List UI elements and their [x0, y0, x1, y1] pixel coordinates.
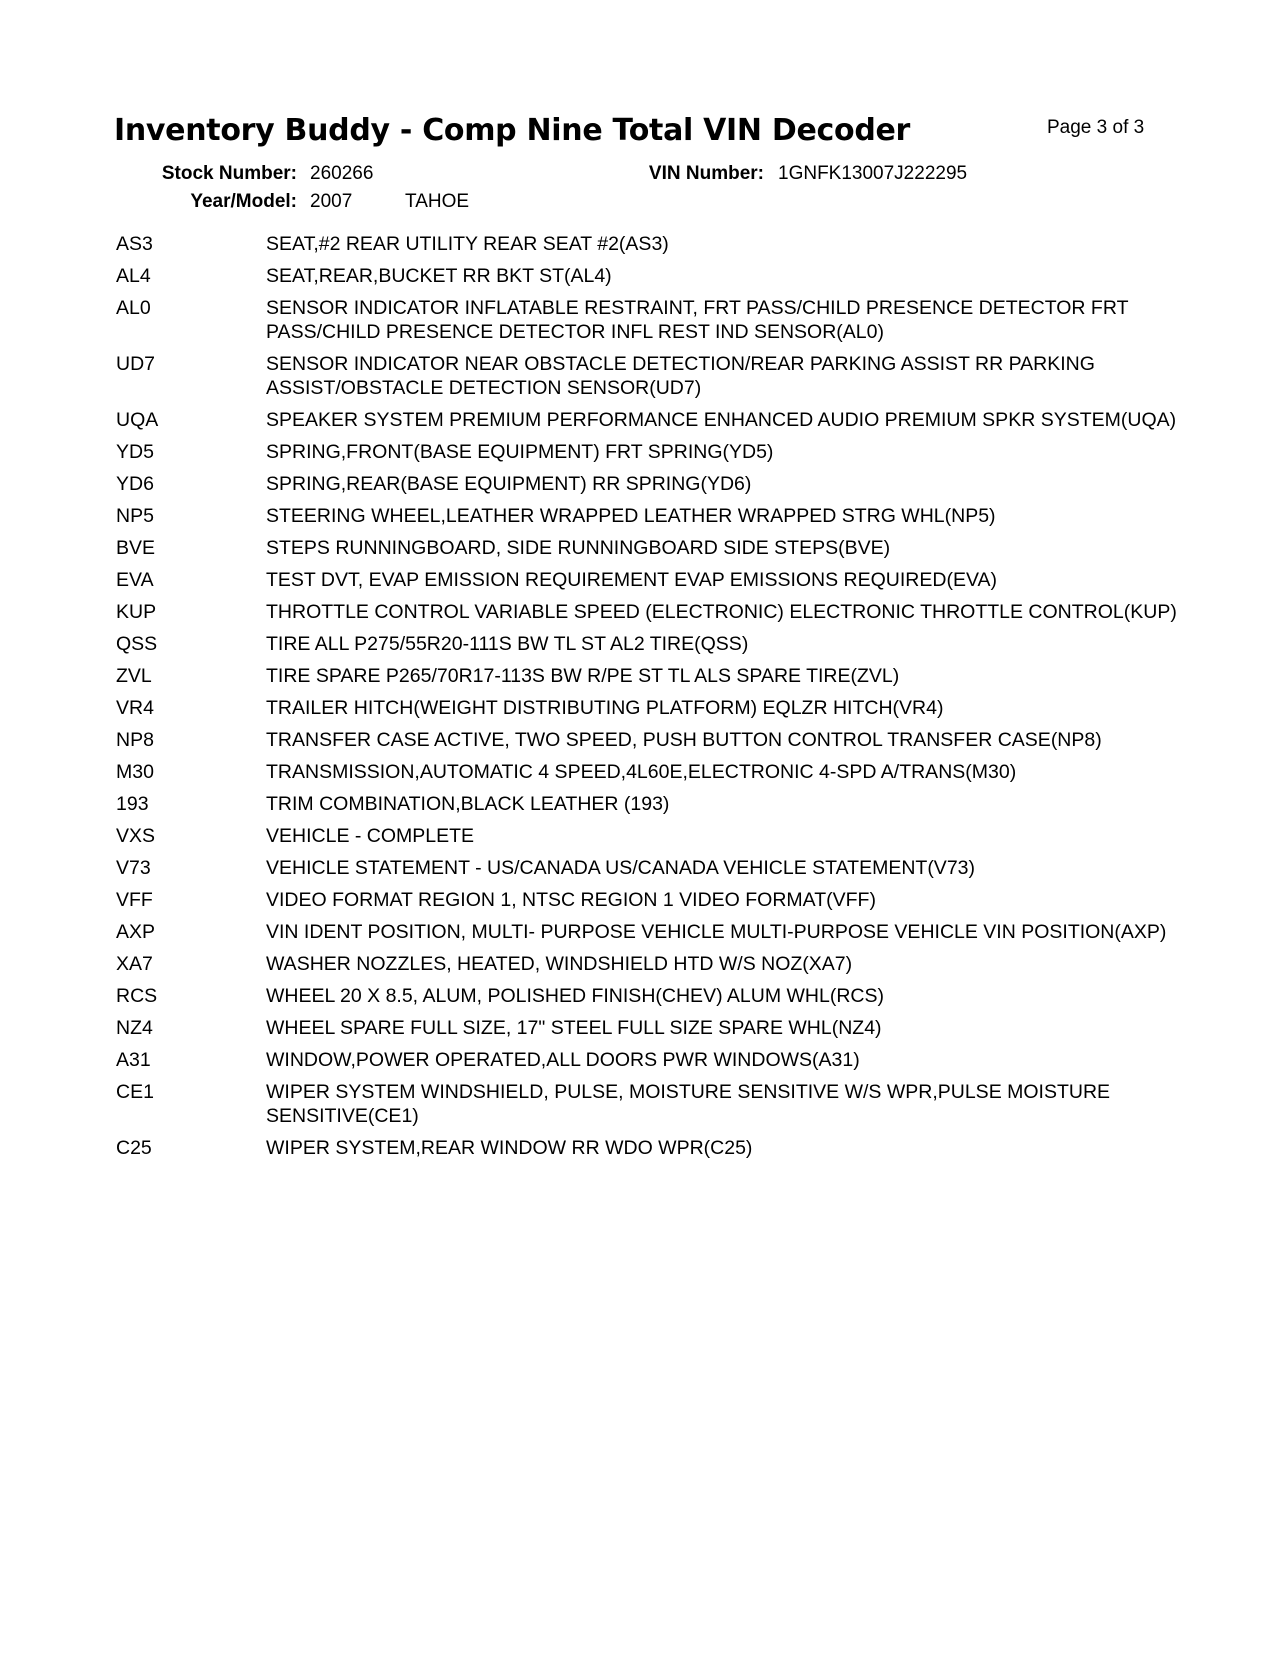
option-code: BVE — [116, 537, 156, 559]
stock-number-value: 260266 — [310, 163, 374, 184]
year-value: 2007 — [310, 191, 353, 212]
option-code: NP5 — [116, 505, 154, 527]
option-description: TIRE ALL P275/55R20-111S BW TL ST AL2 TIRE(QSS) — [266, 633, 749, 655]
option-code: NZ4 — [116, 1017, 153, 1039]
option-description: STEPS RUNNINGBOARD, SIDE RUNNINGBOARD SIDE STEPS(BVE) — [266, 537, 891, 559]
stock-number-label: Stock Number: — [161, 163, 297, 184]
option-row — [116, 440, 1196, 472]
option-code: C25 — [116, 1137, 152, 1159]
option-description: VEHICLE STATEMENT - US/CANADA US/CANADA VEHICLE STATEMENT(V73) — [266, 857, 975, 879]
option-code: KUP — [116, 601, 157, 623]
option-row — [116, 760, 1196, 792]
option-description: STEERING WHEEL,LEATHER WRAPPED LEATHER WRAPPED STRG WHL(NP5) — [266, 505, 996, 527]
option-description: TRIM COMBINATION,BLACK LEATHER (193) — [266, 793, 670, 815]
option-code: AL0 — [116, 297, 151, 319]
option-row — [116, 296, 1196, 352]
option-code: 193 — [116, 793, 149, 815]
option-code: YD5 — [116, 441, 154, 463]
option-description: WINDOW,POWER OPERATED,ALL DOORS PWR WINDOWS(A31) — [266, 1049, 860, 1071]
option-row — [116, 696, 1196, 728]
option-description: SEAT,#2 REAR UTILITY REAR SEAT #2(AS3) — [266, 233, 669, 255]
option-row — [116, 1136, 1196, 1168]
option-code: ZVL — [116, 665, 152, 687]
option-description: TEST DVT, EVAP EMISSION REQUIREMENT EVAP EMISSIONS REQUIRED(EVA) — [266, 569, 998, 591]
option-row — [116, 728, 1196, 760]
option-code: UD7 — [116, 353, 156, 375]
option-row — [116, 504, 1196, 536]
option-description: TRAILER HITCH(WEIGHT DISTRIBUTING PLATFORM) EQLZR HITCH(VR4) — [266, 697, 944, 719]
option-description: SPEAKER SYSTEM PREMIUM PERFORMANCE ENHANCED AUDIO PREMIUM SPKR SYSTEM(UQA) — [266, 409, 1177, 431]
option-code: M30 — [116, 761, 154, 783]
option-description: WIPER SYSTEM WINDSHIELD, PULSE, MOISTURE SENSITIVE W/S WPR,PULSE MOISTURE SENSITIVE(CE1) — [266, 1081, 1111, 1127]
option-description: SEAT,REAR,BUCKET RR BKT ST(AL4) — [266, 265, 612, 287]
option-code: VR4 — [116, 697, 154, 719]
option-code: EVA — [116, 569, 154, 591]
option-description: VIDEO FORMAT REGION 1, NTSC REGION 1 VIDEO FORMAT(VFF) — [266, 889, 876, 911]
option-row — [116, 472, 1196, 504]
option-description: SENSOR INDICATOR INFLATABLE RESTRAINT, FRT PASS/CHILD PRESENCE DETECTOR FRT PASS/CHILD PRESENCE DETECTOR INFL REST IND SENSOR(AL0) — [266, 297, 1129, 343]
option-row — [116, 792, 1196, 824]
option-code: YD6 — [116, 473, 154, 495]
option-code: QSS — [116, 633, 158, 655]
option-code: AS3 — [116, 233, 153, 255]
option-description: WASHER NOZZLES, HEATED, WINDSHIELD HTD W/S NOZ(XA7) — [266, 953, 853, 975]
option-code: CE1 — [116, 1081, 154, 1103]
option-code: XA7 — [116, 953, 153, 975]
option-row — [116, 1048, 1196, 1080]
option-description: VIN IDENT POSITION, MULTI- PURPOSE VEHICLE MULTI-PURPOSE VEHICLE VIN POSITION(AXP) — [266, 921, 1167, 943]
option-code: A31 — [116, 1049, 151, 1071]
option-row — [116, 1080, 1196, 1136]
option-code: VXS — [116, 825, 156, 847]
vin-number-label: VIN Number: — [648, 163, 764, 184]
model-value: TAHOE — [405, 191, 470, 212]
option-description: SENSOR INDICATOR NEAR OBSTACLE DETECTION/REAR PARKING ASSIST RR PARKING ASSIST/OBSTACLE DETECTION SENSOR(UD7) — [266, 353, 1095, 399]
options-list — [116, 232, 1196, 1168]
year-model-label: Year/Model: — [190, 191, 297, 212]
vin-number-value: 1GNFK13007J222295 — [778, 163, 968, 184]
option-code: AL4 — [116, 265, 151, 287]
option-row — [116, 536, 1196, 568]
option-row — [116, 352, 1196, 408]
option-row — [116, 952, 1196, 984]
option-description: VEHICLE - COMPLETE — [266, 825, 475, 847]
option-description: SPRING,REAR(BASE EQUIPMENT) RR SPRING(YD6) — [266, 473, 752, 495]
option-row — [116, 264, 1196, 296]
option-description: TRANSFER CASE ACTIVE, TWO SPEED, PUSH BUTTON CONTROL TRANSFER CASE(NP8) — [266, 729, 1102, 751]
option-row — [116, 824, 1196, 856]
option-description: WHEEL SPARE FULL SIZE, 17" STEEL FULL SIZE SPARE WHL(NZ4) — [266, 1017, 882, 1039]
option-description: TRANSMISSION,AUTOMATIC 4 SPEED,4L60E,ELECTRONIC 4-SPD A/TRANS(M30) — [266, 761, 1017, 783]
option-row — [116, 920, 1196, 952]
option-description: TIRE SPARE P265/70R17-113S BW R/PE ST TL ALS SPARE TIRE(ZVL) — [266, 665, 900, 687]
option-description: WIPER SYSTEM,REAR WINDOW RR WDO WPR(C25) — [266, 1137, 753, 1159]
option-row — [116, 600, 1196, 632]
option-code: UQA — [116, 409, 159, 431]
option-row — [116, 888, 1196, 920]
option-row — [116, 1016, 1196, 1048]
option-row — [116, 408, 1196, 440]
option-row — [116, 664, 1196, 696]
option-code: VFF — [116, 889, 153, 911]
option-description: THROTTLE CONTROL VARIABLE SPEED (ELECTRONIC) ELECTRONIC THROTTLE CONTROL(KUP) — [266, 601, 1177, 623]
option-code: AXP — [116, 921, 156, 943]
option-row — [116, 632, 1196, 664]
option-description: WHEEL 20 X 8.5, ALUM, POLISHED FINISH(CHEV) ALUM WHL(RCS) — [266, 985, 884, 1007]
option-code: NP8 — [116, 729, 154, 751]
option-row — [116, 984, 1196, 1016]
option-row — [116, 568, 1196, 600]
option-row — [116, 232, 1196, 264]
page-title: Inventory Buddy - Comp Nine Total VIN Decoder — [114, 113, 911, 148]
page-number: Page 3 of 3 — [1047, 117, 1145, 138]
option-row — [116, 856, 1196, 888]
option-description: SPRING,FRONT(BASE EQUIPMENT) FRT SPRING(YD5) — [266, 441, 774, 463]
option-code: V73 — [116, 857, 151, 879]
option-code: RCS — [116, 985, 158, 1007]
